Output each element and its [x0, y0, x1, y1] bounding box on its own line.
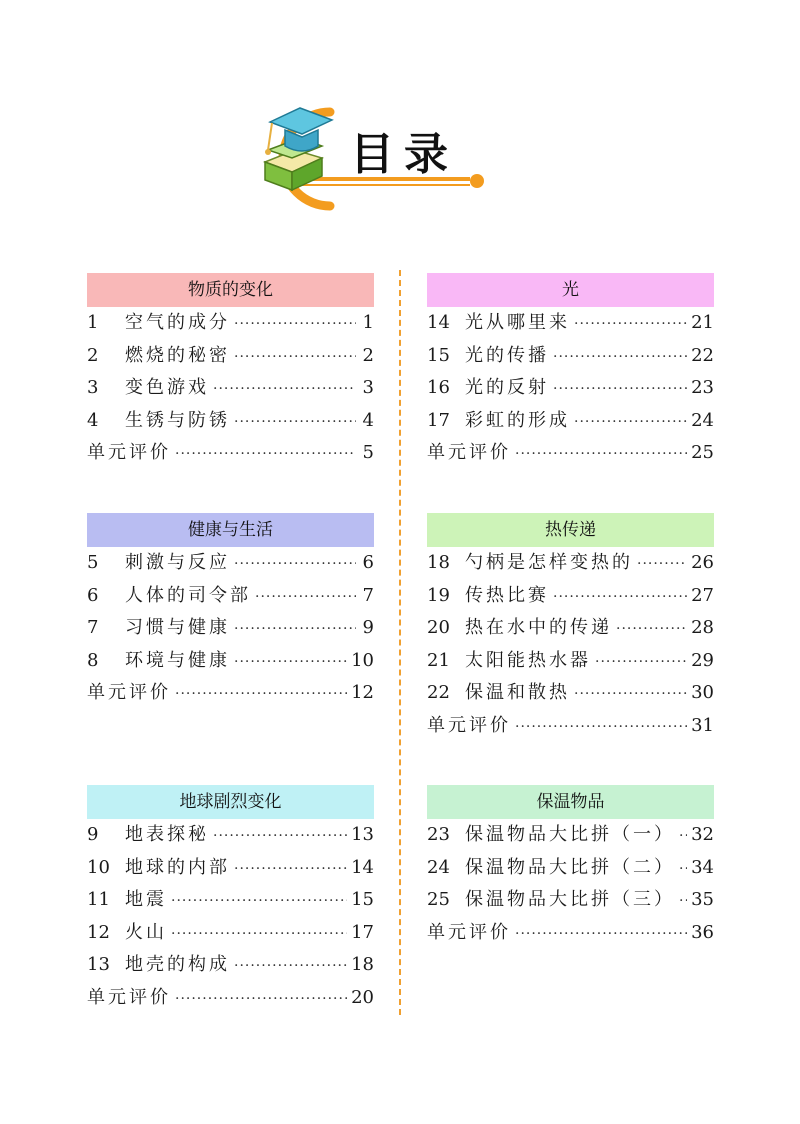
column-divider	[399, 270, 401, 1015]
toc-entry[interactable]	[427, 580, 714, 613]
entry-page: 10	[351, 649, 374, 671]
entry-page: 14	[351, 856, 374, 878]
dot-leader	[574, 308, 687, 341]
dot-leader	[175, 438, 356, 471]
entry-number: 12	[87, 921, 110, 943]
entry-page: 21	[691, 312, 714, 333]
toc-entry[interactable]	[87, 307, 374, 340]
entry-page: 31	[691, 714, 714, 736]
toc-entry[interactable]	[427, 612, 714, 645]
entry-title: 地震	[125, 889, 167, 910]
toc-entry-unit-evaluation[interactable]	[427, 710, 714, 743]
entry-page: 13	[351, 824, 374, 845]
entry-title: 刺激与反应	[125, 552, 230, 573]
toc-entry[interactable]	[427, 372, 714, 405]
toc-entry-unit-evaluation[interactable]	[427, 917, 714, 950]
entry-page: 17	[351, 921, 374, 943]
toc-entry-unit-evaluation[interactable]	[87, 677, 374, 710]
entry-number: 4	[87, 409, 99, 431]
toc-entry[interactable]	[427, 677, 714, 710]
toc-entry-unit-evaluation[interactable]	[87, 982, 374, 1015]
entry-title: 热在水中的传递	[465, 617, 612, 638]
dot-leader	[616, 613, 687, 646]
entry-page: 3	[362, 377, 374, 398]
entry-number: 11	[87, 889, 110, 910]
dot-leader	[595, 646, 687, 679]
page-title: 目录	[350, 129, 458, 180]
dot-leader	[679, 820, 687, 853]
entry-page: 1	[362, 312, 374, 333]
dot-leader	[234, 853, 347, 886]
entry-page: 30	[691, 682, 714, 703]
entry-title: 保温物品大比拼（二）	[465, 856, 675, 878]
entry-page: 6	[362, 552, 374, 573]
section-光	[427, 273, 714, 470]
entry-title: 空气的成分	[125, 312, 230, 333]
toc-entry-unit-evaluation[interactable]	[427, 437, 714, 470]
section-保温物品	[427, 785, 714, 949]
entry-page: 29	[691, 649, 714, 671]
entry-title: 传热比赛	[465, 584, 549, 606]
entry-number: 18	[427, 552, 450, 573]
toc-entry[interactable]	[87, 819, 374, 852]
entry-page: 20	[351, 986, 374, 1008]
dot-leader	[171, 885, 347, 918]
entry-page: 9	[362, 617, 374, 638]
dot-leader	[679, 885, 687, 918]
entry-title: 光的传播	[465, 344, 549, 366]
entry-title: 习惯与健康	[125, 617, 230, 638]
entry-number: 7	[87, 617, 99, 638]
dot-leader	[553, 373, 687, 406]
entry-title: 保温物品大比拼（三）	[465, 889, 675, 910]
entry-page: 32	[691, 824, 714, 845]
toc-entry[interactable]	[87, 917, 374, 950]
dot-leader	[234, 308, 356, 341]
dot-leader	[515, 438, 687, 471]
entry-number: 5	[87, 552, 99, 573]
entry-page: 28	[691, 617, 714, 638]
dot-leader	[175, 678, 347, 711]
entry-number: 2	[87, 344, 99, 366]
toc-entry[interactable]	[87, 547, 374, 580]
toc-entry[interactable]	[87, 949, 374, 982]
toc-entry[interactable]	[87, 340, 374, 373]
entry-title: 单元评价	[87, 986, 171, 1008]
toc-entry[interactable]	[427, 307, 714, 340]
entry-title: 单元评价	[87, 682, 171, 703]
section-热传递	[427, 513, 714, 742]
entry-title: 保温物品大比拼（一）	[465, 824, 675, 845]
section-健康与生活	[87, 513, 374, 710]
dot-leader	[234, 950, 347, 983]
entry-number: 23	[427, 824, 450, 845]
toc-entry[interactable]	[427, 405, 714, 438]
entry-title: 变色游戏	[125, 377, 209, 398]
entry-number: 15	[427, 344, 450, 366]
entry-title: 生锈与防锈	[125, 409, 230, 431]
entry-title: 火山	[125, 921, 167, 943]
section-heading: 健康与生活	[87, 513, 374, 547]
dot-leader	[574, 406, 687, 439]
toc-entry[interactable]	[427, 819, 714, 852]
entry-title: 单元评价	[427, 714, 511, 736]
entry-title: 太阳能热水器	[465, 649, 591, 671]
toc-header	[0, 0, 800, 230]
entry-title: 光的反射	[465, 377, 549, 398]
toc-entry[interactable]	[87, 645, 374, 678]
entry-page: 18	[351, 954, 374, 975]
dot-leader	[679, 853, 687, 886]
entry-number: 6	[87, 584, 99, 606]
dot-leader	[515, 918, 687, 951]
entry-number: 14	[427, 312, 450, 333]
dot-leader	[171, 918, 347, 951]
entry-number: 9	[87, 824, 99, 845]
entry-page: 2	[362, 344, 374, 366]
section-heading: 物质的变化	[87, 273, 374, 307]
entry-title: 单元评价	[427, 442, 511, 463]
entry-number: 17	[427, 409, 450, 431]
entry-title: 地壳的构成	[125, 954, 230, 975]
entry-number: 3	[87, 377, 99, 398]
dot-leader	[175, 983, 347, 1016]
entry-number: 13	[87, 954, 110, 975]
entry-title: 环境与健康	[125, 649, 230, 671]
dot-leader	[234, 406, 356, 439]
entry-title: 勺柄是怎样变热的	[465, 552, 633, 573]
section-地球剧烈变化	[87, 785, 374, 1014]
dot-leader	[553, 341, 687, 374]
underline-dot	[470, 174, 484, 188]
entry-title: 单元评价	[87, 442, 171, 463]
entry-page: 23	[691, 377, 714, 398]
entry-number: 22	[427, 682, 450, 703]
toc-entry[interactable]	[427, 547, 714, 580]
section-物质的变化	[87, 273, 374, 470]
toc-entry[interactable]	[427, 340, 714, 373]
toc-entry[interactable]	[87, 405, 374, 438]
entry-page: 26	[691, 552, 714, 573]
toc-entry[interactable]	[87, 612, 374, 645]
entry-number: 1	[87, 312, 99, 333]
entry-title: 地表探秘	[125, 824, 209, 845]
entry-page: 12	[351, 682, 374, 703]
entry-title: 人体的司令部	[125, 584, 251, 606]
toc-entry[interactable]	[427, 852, 714, 885]
section-heading: 光	[427, 273, 714, 307]
entry-page: 24	[691, 409, 714, 431]
entry-page: 25	[691, 442, 714, 463]
entry-page: 7	[362, 584, 374, 606]
entry-page: 35	[691, 889, 714, 910]
entry-number: 8	[87, 649, 99, 671]
entry-number: 25	[427, 889, 450, 910]
toc-entry[interactable]	[87, 852, 374, 885]
dot-leader	[637, 548, 687, 581]
toc-entry[interactable]	[87, 580, 374, 613]
entry-title: 燃烧的秘密	[125, 344, 230, 366]
toc-entry[interactable]	[427, 645, 714, 678]
dot-leader	[255, 581, 356, 614]
entry-page: 15	[351, 889, 374, 910]
dot-leader	[574, 678, 687, 711]
entry-number: 24	[427, 856, 450, 878]
entry-number: 10	[87, 856, 110, 878]
entry-page: 22	[691, 344, 714, 366]
entry-page: 5	[362, 442, 374, 463]
entry-number: 21	[427, 649, 450, 671]
entry-title: 单元评价	[427, 921, 511, 943]
dot-leader	[234, 341, 356, 374]
entry-page: 27	[691, 584, 714, 606]
entry-page: 36	[691, 921, 714, 943]
entry-number: 20	[427, 617, 450, 638]
dot-leader	[213, 820, 347, 853]
entry-page: 4	[362, 409, 374, 431]
toc-entry[interactable]	[87, 884, 374, 917]
section-heading: 保温物品	[427, 785, 714, 819]
header-graphic	[0, 0, 800, 230]
dot-leader	[553, 581, 687, 614]
entry-number: 19	[427, 584, 450, 606]
toc-entry[interactable]	[427, 884, 714, 917]
toc-entry-unit-evaluation[interactable]	[87, 437, 374, 470]
entry-title: 光从哪里来	[465, 312, 570, 333]
entry-page: 34	[691, 856, 714, 878]
dot-leader	[234, 548, 356, 581]
dot-leader	[234, 646, 347, 679]
dot-leader	[213, 373, 356, 406]
entry-title: 保温和散热	[465, 682, 570, 703]
toc-entry[interactable]	[87, 372, 374, 405]
section-heading: 热传递	[427, 513, 714, 547]
entry-title: 彩虹的形成	[465, 409, 570, 431]
entry-number: 16	[427, 377, 450, 398]
entry-title: 地球的内部	[125, 856, 230, 878]
section-heading: 地球剧烈变化	[87, 785, 374, 819]
dot-leader	[234, 613, 356, 646]
dot-leader	[515, 711, 687, 744]
